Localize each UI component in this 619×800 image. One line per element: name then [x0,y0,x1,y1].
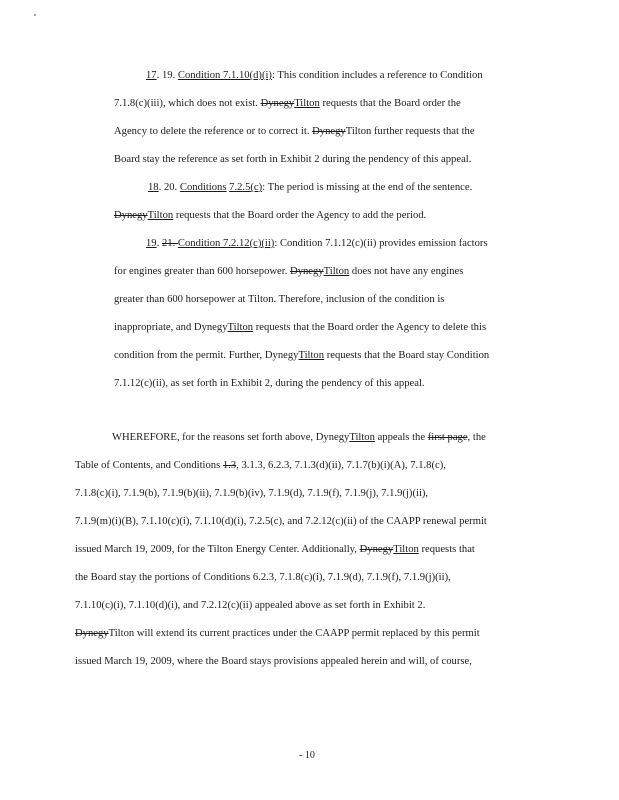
wherefore-line-7 [75,600,425,611]
deleted-text: Dynegy [260,98,295,109]
deleted-text: Dynegy [75,628,109,639]
text-run: requests that the Board stay Condition [324,350,490,361]
text-run: condition from the permit. Further, Dynegy [114,350,299,361]
para-17-line-4 [114,154,471,165]
wherefore-line-1 [112,432,486,443]
wherefore-line-4 [75,516,487,527]
inserted-text: Tilton [294,98,320,109]
inserted-text: Condition 7.2.12 [177,238,250,249]
para-17-line-2 [114,98,461,109]
wherefore-line-3 [75,488,428,499]
para-18-line-1 [148,182,472,193]
text-run: Tilton further requests that the [345,126,475,137]
deleted-text: first page [427,432,468,443]
inserted-text: 19 [146,238,157,249]
inserted-text: Tilton [349,432,375,443]
inserted-text: Tilton [323,266,350,277]
inserted-text: (c)(ii) [249,238,275,249]
inserted-text: 18 [148,182,159,193]
deleted-text: Dynegy [290,266,324,277]
text-run: Board stay the reference as set forth in Exhibit 2 during the pendency of this appeal. [114,154,472,165]
text-run: , 3.1.3, 6.2.3, 7.1.3(d)(ii), 7.1.7(b)(i)(A), 7.1.8(c), [236,460,446,471]
para-19-line-5 [114,350,489,361]
text-run: WHEREFORE, for the reasons set forth above, Dynegy [112,432,350,443]
deleted-text: 21. [161,238,178,249]
wherefore-line-2 [75,460,446,471]
page-number: - 10 [299,750,315,761]
inserted-text: Tilton [393,544,419,555]
text-run: does not have any engines [349,266,464,277]
para-19-line-3 [114,294,444,305]
inserted-text: Condition [177,70,224,81]
text-run: requests that the Board order the [319,98,461,109]
inserted-text: 17 [146,70,157,81]
para-19-line-6 [114,378,425,389]
wherefore-line-6 [75,572,451,583]
text-run: : This condition includes a reference to Condition [271,70,483,81]
text-run: . [156,238,162,249]
text-run: for engines greater than 600 horsepower. [114,266,291,277]
text-run: appeals the [374,432,428,443]
text-run: . 20. [158,182,180,193]
para-19-line-4 [114,322,486,333]
para-19-line-2 [114,266,463,277]
text-run: Tilton will extend its current practices under the CAAPP permit replaced by this permit [108,628,480,639]
text-run: requests that [418,544,475,555]
wherefore-line-8 [75,628,480,639]
text-run: requests that the Board order the Agency to add the period. [173,210,427,221]
text-run: 7.1.10(c)(i), 7.1.10(d)(i), and 7.2.12(c)(ii) appealed above as set forth in Exhibit 2. [75,600,426,611]
deleted-text: Dynegy [359,544,394,555]
inserted-text: Tilton [227,322,254,333]
text-run: 7.1.8(c)(i), 7.1.9(b), 7.1.9(b)(ii), 7.1.9(b)(iv), 7.1.9(d), 7.1.9(f), 7.1.9(j), 7.1.9(j)(ii), [75,488,429,499]
text-run: issued March 19, 2009, for the Tilton Energy Center. Additionally, [75,544,360,555]
deleted-text: Dynegy [114,210,148,221]
text-run: the Board stay the portions of Conditions 6.2.3, 7.1.8(c)(i), 7.1.9(d), 7.1.9(f), 7.1.9(j)(ii), [75,572,451,583]
text-run: greater than 600 horsepower at Tilton. Therefore, inclusion of the condition is [114,294,445,305]
para-17-line-1 [146,70,483,81]
para-19-line-1 [146,238,488,249]
wherefore-line-5 [75,544,475,555]
text-run: : Condition 7.1.12(c)(ii) provides emission factors [274,238,488,249]
inserted-text: Tilton [147,210,174,221]
deleted-text: 1.3 [222,460,237,471]
text-run: , the [467,432,486,443]
wherefore-line-9 [75,656,472,667]
inserted-text: 7.2.5(c) [229,182,263,193]
scan-speck [34,14,36,16]
text-run: requests that the Board order the Agency to delete this [253,322,487,333]
para-17-line-3 [114,126,475,137]
text-run: 7.1.12(c)(ii), as set forth in Exhibit 2, during the pendency of this appeal. [114,378,425,389]
text-run: . 19. [156,70,178,81]
deleted-text: Dynegy [312,126,346,137]
text-run: issued March 19, 2009, where the Board stays provisions appealed herein and will, of course, [75,656,472,667]
inserted-text: Tilton [298,350,325,361]
inserted-text: Conditions [179,182,227,193]
text-run: inappropriate, and Dynegy [114,322,228,333]
text-run: 7.1.8(c)(iii), which does not exist. [114,98,261,109]
text-run: Agency to delete the reference or to correct it. [114,126,313,137]
inserted-text: 7.1.10(d)(i) [223,70,272,81]
text-run: Table of Contents, and Conditions [75,460,223,471]
para-18-line-2 [114,210,426,221]
text-run: 7.1.9(m)(i)(B), 7.1.10(c)(i), 7.1.10(d)(i), 7.2.5(c), and 7.2.12(c)(ii) of the CAAPP renewal permit [75,516,487,527]
text-run: : The period is missing at the end of the sentence. [262,182,473,193]
